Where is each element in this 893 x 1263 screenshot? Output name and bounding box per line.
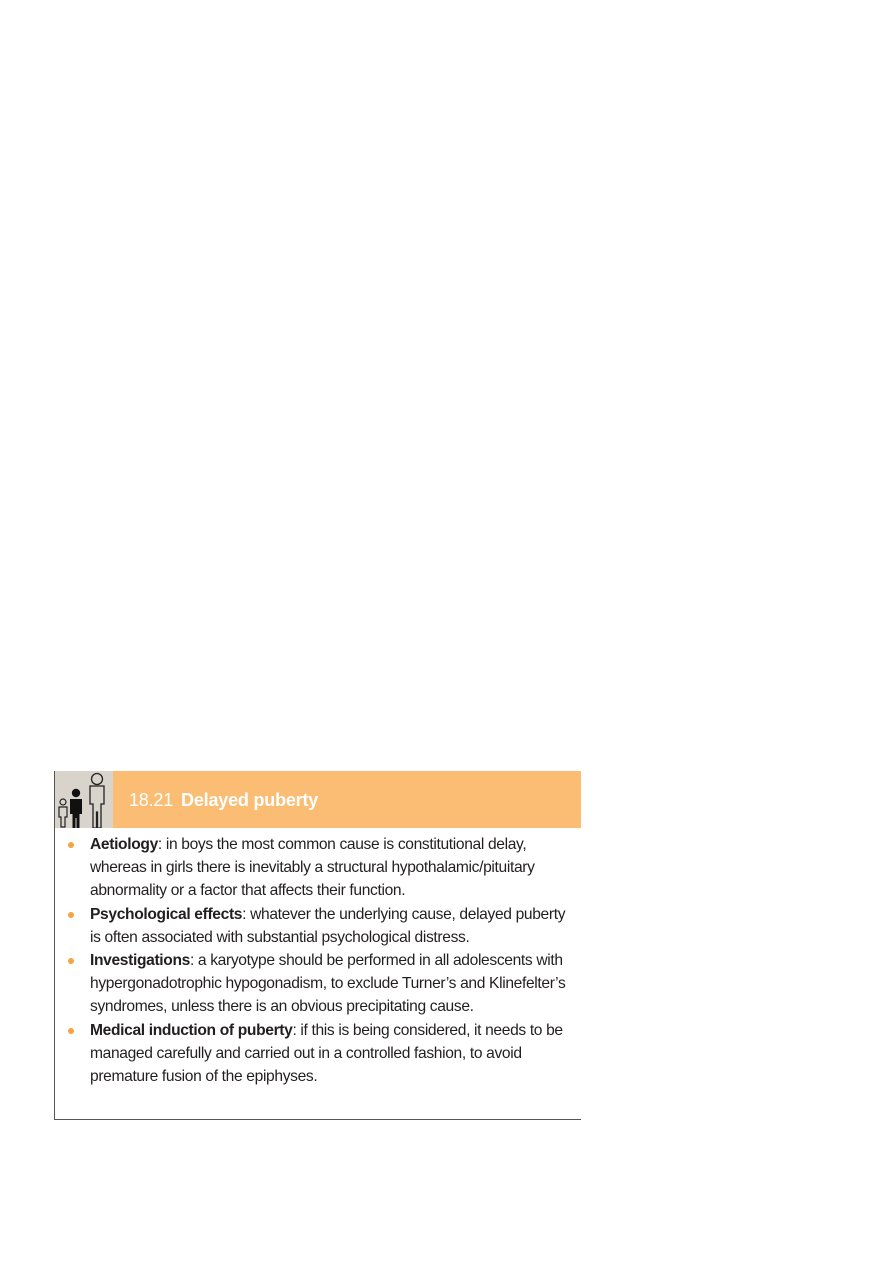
bullet-list (55, 833, 581, 1088)
box-title (129, 790, 318, 811)
item-text: : whatever the underlying cause, delayed puberty is often associated with substantial psychological distress. (90, 905, 566, 946)
box-header (55, 771, 581, 828)
item-text: : a karyotype should be performed in all adolescents with hypergonadotrophic hypogonadism, to exclude Turner’s and Klinefelter’s syndromes, unless there is an obvious precipitating cause. (90, 952, 566, 1016)
item-term: Aetiology (90, 836, 158, 853)
box-number: 18.21 (129, 790, 174, 810)
list-item (55, 1019, 581, 1089)
list-item (55, 833, 581, 903)
bullet-dot-icon (68, 842, 74, 848)
item-text: : in boys the most common cause is constitutional delay, whereas in girls there is inevitably a structural hypothalamic/pituitary abnormality or a factor that affects their function. (90, 836, 535, 900)
list-item (55, 949, 581, 1019)
list-item (55, 903, 581, 949)
item-term: Medical induction of puberty (90, 1021, 293, 1039)
item-term: Psychological effects (90, 905, 243, 923)
info-box (54, 771, 581, 1120)
bullet-dot-icon (68, 958, 74, 964)
bullet-dot-icon (68, 1028, 74, 1034)
box-title-text: Delayed puberty (181, 790, 319, 810)
family-figures-icon (55, 771, 113, 828)
bullet-dot-icon (68, 912, 74, 918)
item-term: Investigations (90, 952, 190, 970)
item-text: : if this is being considered, it needs to be managed carefully and carried out in a controlled fashion, to avoid premature fusion of the epiphyses. (90, 1021, 563, 1086)
